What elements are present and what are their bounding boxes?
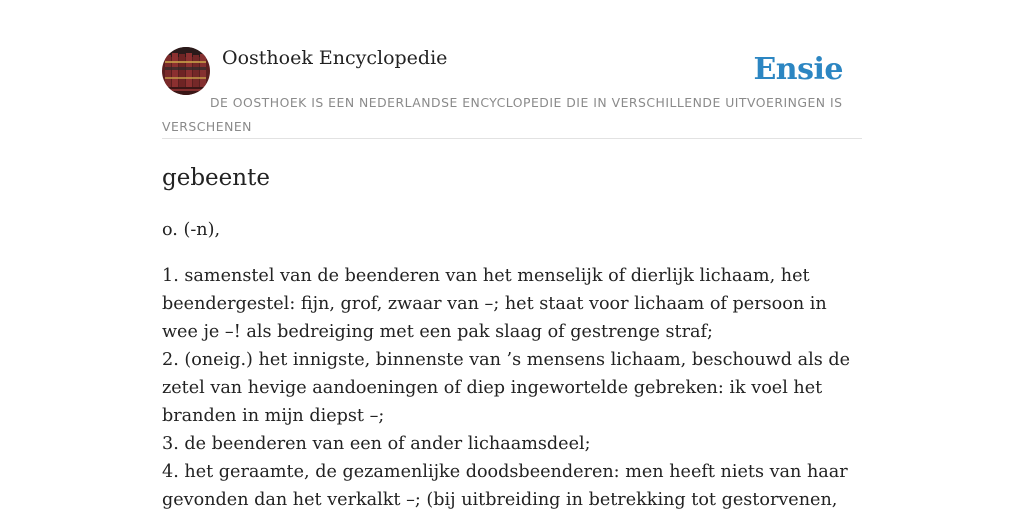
site-name[interactable]: Oosthoek Encyclopedie <box>222 47 448 69</box>
entry-definition <box>162 216 865 512</box>
entry-headword: gebeente <box>162 165 270 191</box>
site-header <box>162 46 862 139</box>
ensie-logo[interactable]: Ensie <box>753 52 843 87</box>
sense-2: 2. (oneig.) het innigste, binnenste van ’s mensens lichaam, beschouwd als de zetel van hevige aandoeningen of diep ingewortelde gebreken: ik voel het branden in mijn diepst –; <box>162 350 851 426</box>
sense-4: 4. het geraamte, de gezamenlijke doodsbeenderen: men heeft niets van haar gevonden dan het verkalkt –; (bij uitbreiding in betrekking tot gestorvenen, <box>162 462 848 510</box>
sense-1: 1. samenstel van de beenderen van het menselijk of dierlijk lichaam, het beendergestel: fijn, grof, zwaar van –; het staat voor lichaam of persoon in wee je –! als bedreiging met een pak slaag of gestrenge straf; <box>162 266 827 342</box>
sense-list <box>162 262 865 512</box>
grammar-info: o. (-n), <box>162 220 221 240</box>
sense-3: 3. de beenderen van een of ander lichaamsdeel; <box>162 434 591 454</box>
site-tagline: DE OOSTHOEK IS EEN NEDERLANDSE ENCYCLOPEDIE DIE IN VERSCHILLENDE UITVOERINGEN IS VERSCHENEN <box>162 95 843 134</box>
encyclopedia-books-icon[interactable] <box>162 47 210 95</box>
